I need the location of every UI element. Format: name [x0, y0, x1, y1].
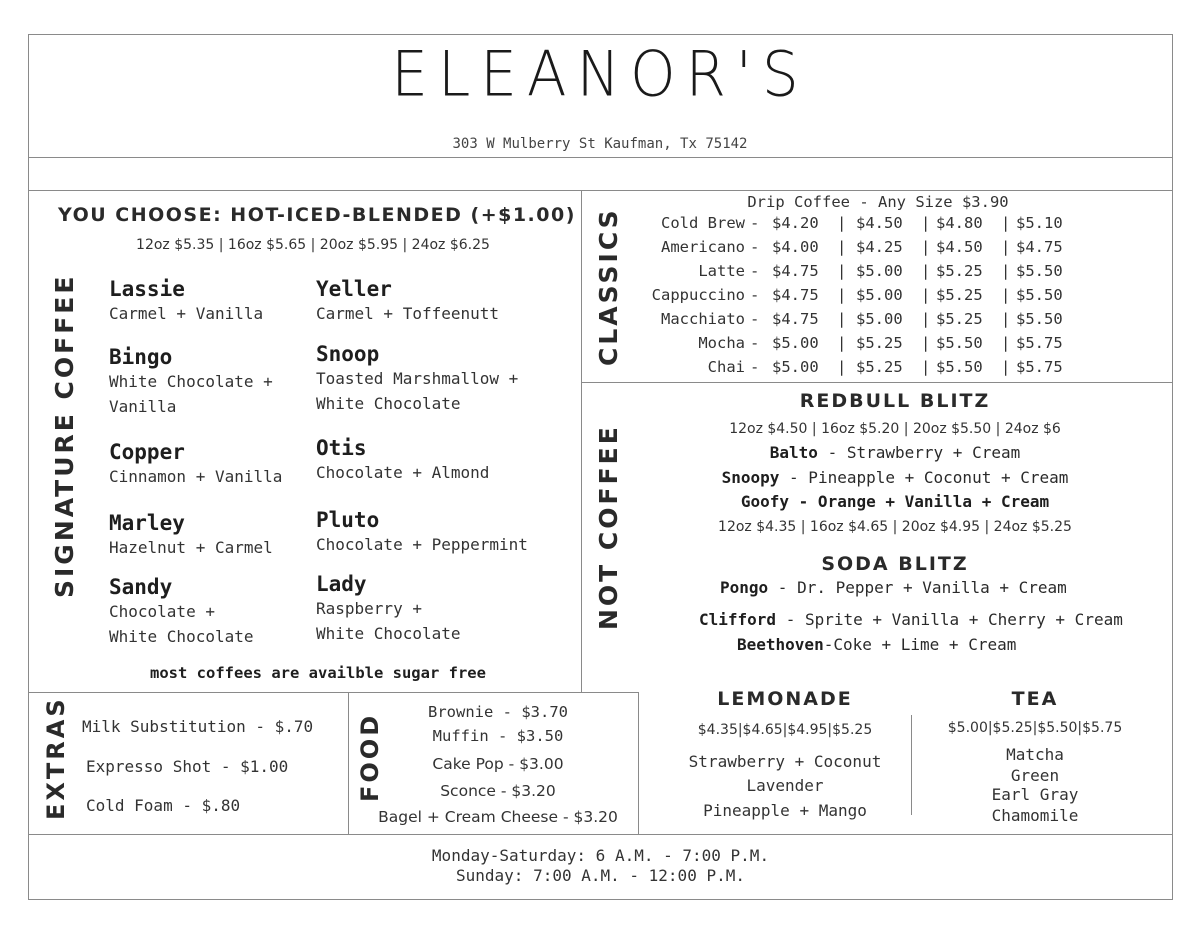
redbull-item-balto — [640, 443, 1150, 462]
divider — [28, 834, 1173, 835]
divider — [581, 382, 1173, 383]
drink-name: Lassie — [109, 277, 185, 301]
classics-row — [600, 286, 1080, 308]
price: $5.25 — [936, 262, 983, 280]
drink-bingo — [109, 345, 273, 419]
price: $4.75 — [1016, 238, 1063, 256]
section-label-classics: CLASSICS — [594, 207, 623, 366]
drink-name: Sandy — [109, 575, 173, 599]
food-item: Brownie - $3.70 — [428, 703, 568, 721]
divider — [28, 157, 1173, 158]
redbull-item-goofy — [640, 492, 1150, 511]
item-desc: - Sprite + Vanilla + Cherry + Cream — [776, 610, 1123, 629]
section-label-food: FOOD — [356, 712, 384, 802]
soda-heading: SODA BLITZ — [821, 553, 969, 575]
price: $5.00 — [856, 286, 903, 304]
item-desc: - Dr. Pepper + Vanilla + Cream — [768, 578, 1067, 597]
drink-sandy — [109, 575, 254, 649]
redbull-sizes: 12oz $4.50 | 16oz $5.20 | 20oz $5.50 | 24oz $6 — [729, 421, 1061, 437]
price: $5.00 — [772, 358, 819, 376]
item-name: Clifford — [699, 610, 777, 629]
separator: | — [1001, 262, 1011, 280]
hours-weekday: Monday-Saturday: 6 A.M. - 7:00 P.M. — [431, 846, 770, 865]
section-label-extras: EXTRAS — [42, 696, 70, 820]
food-item: Bagel + Cream Cheese - $3.20 — [378, 808, 618, 826]
price: $5.25 — [856, 358, 903, 376]
separator: | — [921, 262, 931, 280]
price: $4.75 — [772, 310, 819, 328]
drink-snoop — [316, 342, 518, 416]
drink-name: Americano — [661, 238, 745, 256]
price: $5.00 — [856, 262, 903, 280]
item-name: Balto — [769, 443, 818, 462]
tea-heading: TEA — [1011, 688, 1059, 710]
separator: | — [837, 310, 847, 328]
price: $5.00 — [856, 310, 903, 328]
extras-item: Cold Foam - $.80 — [86, 796, 241, 815]
separator: | — [921, 358, 931, 376]
item-name: Snoopy — [721, 468, 780, 487]
classics-row — [600, 334, 1080, 356]
lemonade-prices: $4.35|$4.65|$4.95|$5.25 — [697, 722, 873, 738]
drink-desc: Chocolate + Almond — [316, 463, 490, 482]
drink-name: Snoop — [316, 342, 380, 366]
price: $5.50 — [936, 358, 983, 376]
drink-name: Otis — [316, 436, 367, 460]
soda-item-clifford — [699, 610, 1123, 629]
separator: | — [921, 310, 931, 328]
lemonade-flavor: Lavender — [746, 776, 824, 795]
price: $5.50 — [1016, 262, 1063, 280]
redbull-sizes-2: 12oz $4.35 | 16oz $4.65 | 20oz $4.95 | 24oz $5.25 — [718, 519, 1072, 535]
separator: | — [921, 286, 931, 304]
drink-name: Bingo — [109, 345, 173, 369]
separator: | — [1001, 214, 1011, 232]
drink-pluto — [316, 508, 528, 557]
price: $5.50 — [1016, 310, 1063, 328]
separator: | — [837, 286, 847, 304]
food-item: Muffin - $3.50 — [432, 727, 564, 745]
tea-prices: $5.00|$5.25|$5.50|$5.75 — [947, 720, 1123, 736]
drink-name: Lady — [316, 572, 367, 596]
separator: | — [837, 358, 847, 376]
price: $5.50 — [936, 334, 983, 352]
drink-name: Copper — [109, 440, 185, 464]
drink-desc: White Chocolate — [316, 624, 461, 643]
lemonade-flavor: Pineapple + Mango — [703, 801, 867, 820]
price: $4.25 — [856, 238, 903, 256]
item-desc: - Orange + Vanilla + Cream — [789, 492, 1050, 511]
price: $5.75 — [1016, 334, 1063, 352]
item-desc: - Pineapple + Coconut + Cream — [779, 468, 1069, 487]
signature-sizes: 12oz $5.35 | 16oz $5.65 | 20oz $5.95 | 24oz $6.25 — [136, 237, 490, 253]
separator: - — [750, 286, 760, 304]
separator: - — [750, 310, 760, 328]
drink-lady — [316, 572, 461, 646]
classics-row — [600, 310, 1080, 332]
divider — [911, 715, 912, 815]
classics-row — [600, 358, 1080, 380]
section-label-signature-coffee: SIGNATURE COFFEE — [50, 273, 79, 598]
drink-marley — [109, 511, 273, 560]
classics-row — [600, 238, 1080, 260]
drink-name: Macchiato — [661, 310, 745, 328]
drink-yeller — [316, 277, 499, 326]
price: $5.25 — [856, 334, 903, 352]
separator: | — [921, 334, 931, 352]
drink-desc: Vanilla — [109, 397, 177, 416]
price: $5.00 — [772, 334, 819, 352]
soda-item-beethoven — [737, 635, 1016, 654]
drink-name: Cold Brew — [661, 214, 745, 232]
redbull-heading: REDBULL BLITZ — [799, 390, 991, 412]
drink-lassie — [109, 277, 263, 326]
price: $4.75 — [772, 286, 819, 304]
drink-desc: Chocolate + Peppermint — [316, 535, 528, 554]
drink-otis — [316, 436, 489, 485]
separator: | — [1001, 358, 1011, 376]
drink-desc: Carmel + Toffeenutt — [316, 304, 500, 323]
separator: | — [837, 262, 847, 280]
drink-name: Cappuccino — [651, 286, 745, 304]
price: $4.75 — [772, 262, 819, 280]
separator: | — [837, 238, 847, 256]
drink-copper — [109, 440, 282, 489]
drink-desc: Cinnamon + Vanilla — [109, 467, 283, 486]
food-item: Sconce - $3.20 — [440, 782, 556, 800]
divider — [28, 692, 638, 693]
separator: | — [837, 334, 847, 352]
tea-flavor: Matcha — [1006, 745, 1064, 764]
drink-name: Chai — [707, 358, 745, 376]
tea-flavor: Earl Gray — [991, 785, 1079, 804]
drink-desc: White Chocolate — [109, 627, 254, 646]
divider — [348, 692, 349, 834]
classics-row — [600, 262, 1080, 284]
extras-item: Expresso Shot - $1.00 — [86, 757, 289, 776]
separator: - — [750, 262, 760, 280]
separator: | — [921, 238, 931, 256]
item-name: Beethoven — [737, 635, 824, 654]
brand-logo: ELEANOR'S — [391, 37, 809, 111]
separator: | — [1001, 310, 1011, 328]
drink-desc: Carmel + Vanilla — [109, 304, 264, 323]
separator: - — [750, 238, 760, 256]
food-item: Cake Pop - $3.00 — [432, 755, 564, 773]
extras-item: Milk Substitution - $.70 — [82, 717, 314, 736]
redbull-item-snoopy — [640, 468, 1150, 487]
separator: | — [921, 214, 931, 232]
signature-heading: YOU CHOOSE: HOT-ICED-BLENDED (+$1.00) — [58, 204, 576, 226]
price: $4.80 — [936, 214, 983, 232]
price: $5.25 — [936, 310, 983, 328]
separator: - — [750, 358, 760, 376]
price: $4.50 — [856, 214, 903, 232]
drink-desc: Hazelnut + Carmel — [109, 538, 273, 557]
price: $5.25 — [936, 286, 983, 304]
sugar-free-note: most coffees are availble sugar free — [150, 664, 486, 682]
separator: | — [1001, 334, 1011, 352]
separator: - — [750, 214, 760, 232]
tea-flavor: Green — [1010, 766, 1060, 785]
classics-row — [600, 214, 1080, 236]
drink-name: Pluto — [316, 508, 380, 532]
divider — [28, 190, 1173, 191]
divider — [581, 190, 582, 692]
tea-flavor: Chamomile — [991, 806, 1079, 825]
drink-name: Marley — [109, 511, 185, 535]
hours-sunday: Sunday: 7:00 A.M. - 12:00 P.M. — [456, 866, 745, 885]
price: $4.50 — [936, 238, 983, 256]
drink-desc: Toasted Marshmallow + — [316, 369, 519, 388]
section-label-not-coffee: NOT COFFEE — [594, 424, 623, 630]
item-desc: - Strawberry + Cream — [817, 443, 1021, 462]
price: $4.20 — [772, 214, 819, 232]
price: $5.10 — [1016, 214, 1063, 232]
drink-desc: White Chocolate — [316, 394, 461, 413]
separator: - — [750, 334, 760, 352]
drink-desc: White Chocolate + — [109, 372, 273, 391]
drink-desc: Chocolate + — [109, 602, 215, 621]
item-name: Pongo — [720, 578, 769, 597]
drink-name: Latte — [698, 262, 745, 280]
separator: | — [1001, 238, 1011, 256]
separator: | — [1001, 286, 1011, 304]
drip-coffee: Drip Coffee - Any Size $3.90 — [747, 193, 1009, 211]
soda-item-pongo — [720, 578, 1067, 597]
store-address: 303 W Mulberry St Kaufman, Tx 75142 — [452, 136, 748, 152]
price: $5.50 — [1016, 286, 1063, 304]
price: $4.00 — [772, 238, 819, 256]
item-desc: -Coke + Lime + Cream — [823, 635, 1017, 654]
separator: | — [837, 214, 847, 232]
lemonade-heading: LEMONADE — [717, 688, 853, 710]
price: $5.75 — [1016, 358, 1063, 376]
drink-name: Mocha — [698, 334, 745, 352]
drink-name: Yeller — [316, 277, 392, 301]
item-name: Goofy — [740, 492, 790, 511]
lemonade-flavor: Strawberry + Coconut — [688, 752, 882, 771]
drink-desc: Raspberry + — [316, 599, 422, 618]
